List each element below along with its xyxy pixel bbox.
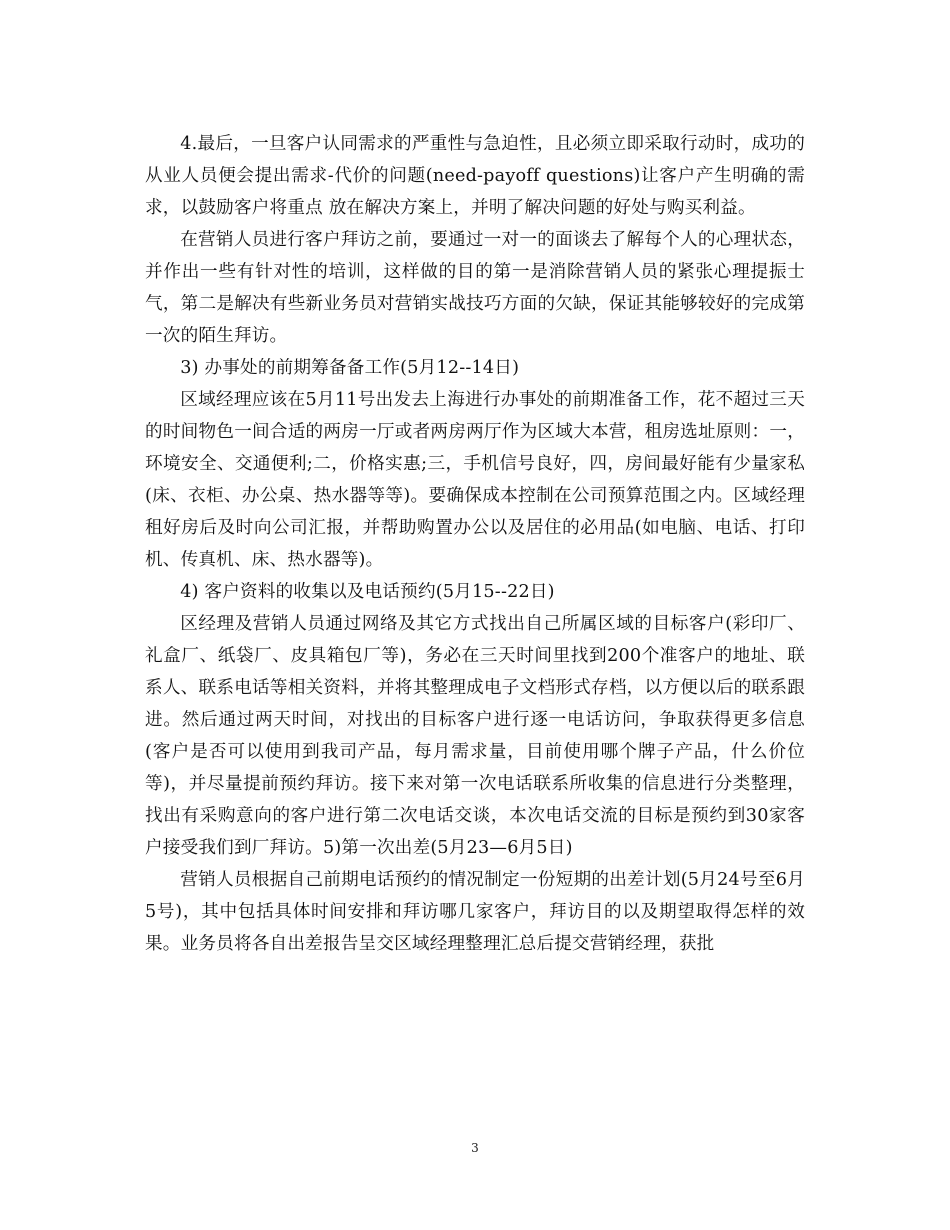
document-body <box>145 128 805 960</box>
paragraph-customer-data: 区经理及营销人员通过网络及其它方式找出自己所属区域的目标客户(彩印厂、礼盒厂、纸袋厂、皮具箱包厂等)，务必在三天时间里找到200个准客户的地址、联系人、联系电话等相关资料，并将其整理成电子文档形式存档，以方便以后的联系跟进。然后通过两天时间，对找出的目标客户进行逐一电话访问，争取获得更多信息(客户是否可以使用到我司产品，每月需求量，目前使用哪个牌子产品，什么价位等)，并尽量提前预约拜访。接下来对第一次电话联系所收集的信息进行分类整理，找出有采购意向的客户进行第二次电话交谈，本次电话交流的目标是预约到30家客户接受我们到厂拜访。5)第一次出差(5月23—6月5日) <box>145 614 805 858</box>
paragraph-need-payoff: 4.最后，一旦客户认同需求的严重性与急迫性，且必须立即采取行动时，成功的从业人员便会提出需求-代价的问题(need-payoff questions)让客户产生明确的需求，以鼓励客户将重点 放在解决方案上，并明了解决问题的好处与购买利益。 <box>145 134 805 218</box>
page-number: 3 <box>471 1141 479 1155</box>
paragraph-business-trip: 营销人员根据自己前期电话预约的情况制定一份短期的出差计划(5月24号至6月5号)，其中包括具体时间安排和拜访哪几家客户，拜访目的以及期望取得怎样的效果。业务员将各自出差报告呈交区域经理整理汇总后提交营销经理，获批 <box>145 870 805 954</box>
paragraph-pre-visit-training: 在营销人员进行客户拜访之前，要通过一对一的面谈去了解每个人的心理状态，并作出一些有针对性的培训，这样做的目的第一是消除营销人员的紧张心理提振士气，第二是解决有些新业务员对营销实战技巧方面的欠缺，保证其能够较好的完成第一次的陌生拜访。 <box>145 230 805 346</box>
section-heading-office-preparation: 3) 办事处的前期筹备备工作(5月12--14日) <box>180 358 520 378</box>
paragraph-office-preparation: 区域经理应该在5月11号出发去上海进行办事处的前期准备工作，花不超过三天的时间物色一间合适的两房一厅或者两房两厅作为区域大本营，租房选址原则：一，环境安全、交通便利;二，价格实惠;三，手机信号良好，四，房间最好能有少量家私(床、衣柜、办公桌、热水器等等)。要确保成本控制在公司预算范围之内。区域经理租好房后及时向公司汇报，并帮助购置办公以及居住的必用品(如电脑、电话、打印机、传真机、床、热水器等)。 <box>145 390 805 570</box>
section-heading-customer-data: 4) 客户资料的收集以及电话预约(5月15--22日) <box>180 582 555 602</box>
